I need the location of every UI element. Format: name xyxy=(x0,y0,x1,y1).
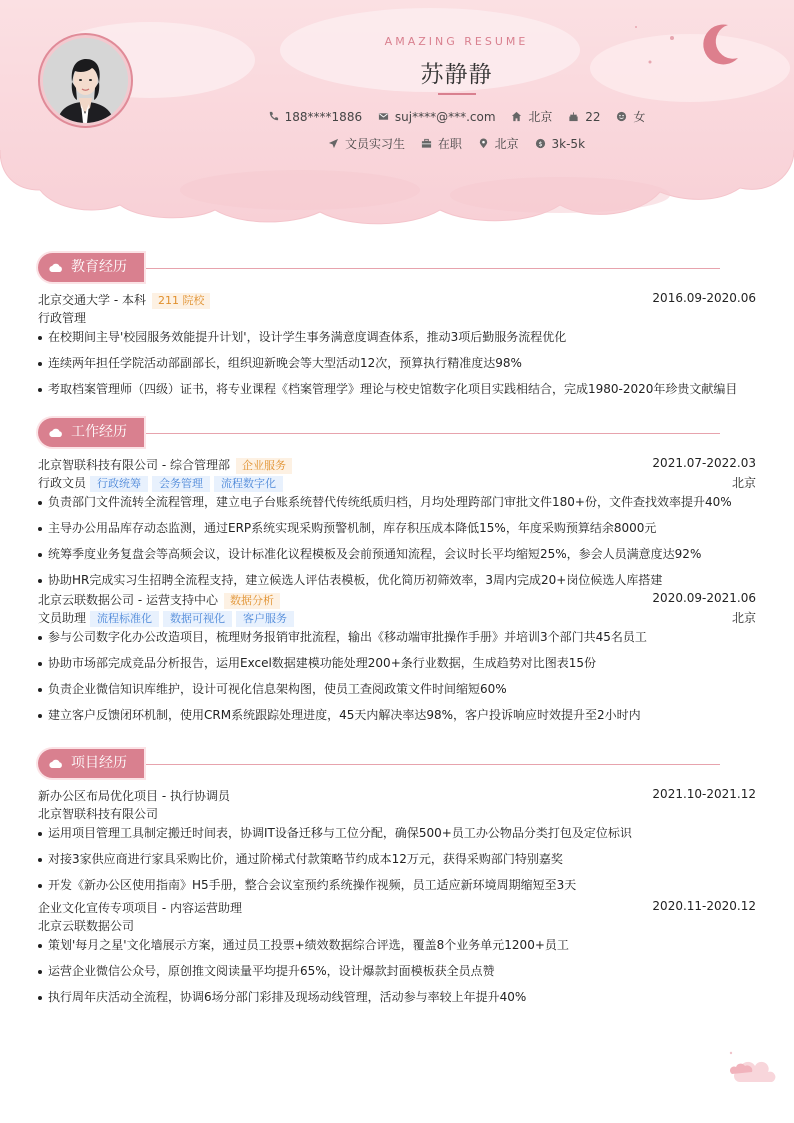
section-title-pill xyxy=(38,253,144,282)
skill-tag: 客户服务 xyxy=(236,611,294,627)
email-text: suj****@***.com xyxy=(394,110,496,124)
position-text: 文员实习生 xyxy=(344,137,405,151)
section-header xyxy=(38,418,756,449)
project-name: 新办公区布局优化项目 - 执行协调员 xyxy=(38,789,230,803)
job-role: 行政文员 xyxy=(38,476,87,490)
education-date: 2016.09-2020.06 xyxy=(652,291,756,305)
section-title: 工作经历 xyxy=(71,424,127,440)
gender-text: 女 xyxy=(633,110,646,124)
list-item: 建立客户反馈闭环机制，使用CRM系统跟踪处理进度，45天内解决率达98%，客户投诉响应时效提升至2小时内 xyxy=(38,707,756,733)
job-city: 北京 xyxy=(731,476,756,490)
skill-tag: 流程数字化 xyxy=(214,476,283,492)
phone-text: 188****1886 xyxy=(284,110,363,124)
list-item: 对接3家供应商进行家具采购比价，通过阶梯式付款策略节约成本12万元，获得采购部门特别嘉奖 xyxy=(38,851,756,877)
list-item: 参与公司数字化办公改造项目，梳理财务报销审批流程，输出《移动端审批操作手册》并培训3个部门共45名员工 xyxy=(38,629,756,655)
home-icon xyxy=(511,111,522,122)
cloud-icon xyxy=(49,758,63,769)
email-item xyxy=(378,110,496,124)
job-role-row xyxy=(38,609,756,627)
svg-text:$: $ xyxy=(537,139,543,148)
position-item xyxy=(328,135,405,152)
target-city-item xyxy=(478,135,519,152)
gender-item xyxy=(616,108,645,125)
list-item: 开发《新办公区使用指南》H5手册，整合会议室预约系统操作视频，员工适应新环境周期缩短至3天 xyxy=(38,877,756,899)
list-item: 统筹季度业务复盘会等高频会议，设计标准化议程模板及会前预通知流程，会议时长平均缩短25%，参会人员满意度达92% xyxy=(38,546,756,572)
resume-tagline: AMAZING RESUME xyxy=(384,35,529,48)
status-item xyxy=(421,135,462,152)
project-org-row xyxy=(38,917,756,935)
list-item: 主导办公用品库存动态监测，通过ERP系统实现采购预警机制，库存积压成本降低15%，年度采购预算结余8000元 xyxy=(38,520,756,546)
skill-tag: 流程标准化 xyxy=(90,611,159,627)
salary-text: 3k-5k xyxy=(551,137,586,151)
briefcase-icon xyxy=(421,138,432,149)
list-item: 连续两年担任学院活动部副部长，组织迎新晚会等大型活动12次，预算执行精准度达98% xyxy=(38,355,756,381)
skill-tag: 行政统筹 xyxy=(90,476,148,492)
project-entry-head xyxy=(38,899,756,917)
decorative-cloud xyxy=(728,1050,784,1086)
project-org-row xyxy=(38,805,756,823)
section-divider xyxy=(146,268,720,269)
section-header xyxy=(38,253,756,284)
list-item: 考取档案管理师（四级）证书，将专业课程《档案管理学》理论与校史馆数字化项目实践相结合，完成1980-2020年珍贵文献编目 xyxy=(38,381,756,407)
job-entry-head xyxy=(38,456,756,474)
section-title-pill xyxy=(38,749,144,778)
company-name: 北京云联数据公司 - 运营支持中心 xyxy=(38,593,218,607)
list-item: 协助市场部完成竞品分析报告，运用Excel数据建模功能处理200+条行业数据，生成趋势对比图表15份 xyxy=(38,655,756,681)
phone-item xyxy=(268,110,362,124)
projects-section xyxy=(38,749,756,1015)
industry-badge: 企业服务 xyxy=(236,458,292,474)
job-role: 文员助理 xyxy=(38,611,87,625)
education-section xyxy=(38,253,756,407)
money-icon xyxy=(535,138,546,149)
cake-icon xyxy=(568,111,579,122)
list-item: 运营企业微信公众号，原创推文阅读量平均提升65%，设计爆款封面模板获全员点赞 xyxy=(38,963,756,989)
send-icon xyxy=(328,138,339,149)
job-role-row xyxy=(38,474,756,492)
job-bullets xyxy=(38,629,756,733)
status-text: 在职 xyxy=(437,137,462,151)
project-org: 北京智联科技有限公司 xyxy=(38,807,159,821)
project-org: 北京云联数据公司 xyxy=(38,919,135,933)
age-text: 22 xyxy=(585,110,601,124)
industry-badge: 数据分析 xyxy=(224,593,280,609)
list-item: 运用项目管理工具制定搬迁时间表，协调IT设备迁移与工位分配，确保500+员工办公物品分类打包及定位标识 xyxy=(38,825,756,851)
section-divider xyxy=(146,433,720,434)
project-name: 企业文化宣传专项项目 - 内容运营助理 xyxy=(38,901,242,915)
section-header xyxy=(38,749,756,780)
project-date: 2020.11-2020.12 xyxy=(652,899,756,913)
section-title: 项目经历 xyxy=(71,755,127,771)
mail-icon xyxy=(378,111,389,122)
section-divider xyxy=(146,764,720,765)
job-date: 2020.09-2021.06 xyxy=(652,591,756,605)
target-city-text: 北京 xyxy=(494,137,519,151)
school-name: 北京交通大学 - 本科 xyxy=(38,293,146,307)
project-date: 2021.10-2021.12 xyxy=(652,787,756,801)
name-underline xyxy=(438,93,476,95)
list-item: 在校期间主导'校园服务效能提升计划'，设计学生事务满意度调查体系，推动3项后勤服务流程优化 xyxy=(38,329,756,355)
contact-row xyxy=(0,108,794,125)
cloud-icon xyxy=(49,427,63,438)
education-bullets xyxy=(38,329,756,407)
section-title: 教育经历 xyxy=(71,259,127,275)
skill-tag: 会务管理 xyxy=(152,476,210,492)
phone-icon xyxy=(268,111,279,122)
job-intent-row xyxy=(0,135,794,152)
project-bullets xyxy=(38,825,756,899)
school-badge: 211 院校 xyxy=(152,293,211,309)
major-row xyxy=(38,309,756,327)
smile-icon xyxy=(616,111,627,122)
job-bullets xyxy=(38,494,756,591)
company-name: 北京智联科技有限公司 - 综合管理部 xyxy=(38,458,230,472)
city-item xyxy=(511,108,552,125)
list-item: 协助HR完成实习生招聘全流程支持，建立候选人评估表模板，优化简历初筛效率，3周内完成20+岗位候选人库搭建 xyxy=(38,572,756,591)
age-item xyxy=(568,110,600,124)
list-item: 执行周年庆活动全流程，协调6场分部门彩排及现场动线管理，活动参与率较上年提升40% xyxy=(38,989,756,1015)
list-item: 策划'每月之星'文化墙展示方案，通过员工投票+绩效数据综合评选，覆盖8个业务单元1200+员工 xyxy=(38,937,756,963)
work-section xyxy=(38,418,756,733)
cloud-icon xyxy=(49,262,63,273)
skill-tag: 数据可视化 xyxy=(163,611,232,627)
job-entry-head xyxy=(38,591,756,609)
salary-item xyxy=(535,137,586,151)
list-item: 负责部门文件流转全流程管理，建立电子台账系统替代传统纸质归档，月均处理跨部门审批文件180+份，文件查找效率提升40% xyxy=(38,494,756,520)
project-entry-head xyxy=(38,787,756,805)
job-city: 北京 xyxy=(731,611,756,625)
job-date: 2021.07-2022.03 xyxy=(652,456,756,470)
candidate-name: 苏静静 xyxy=(420,62,493,88)
city-text: 北京 xyxy=(528,110,553,124)
location-pin-icon xyxy=(478,138,489,149)
education-entry-head xyxy=(38,291,756,309)
section-title-pill xyxy=(38,418,144,447)
list-item: 负责企业微信知识库维护，设计可视化信息架构图，使员工查阅政策文件时间缩短60% xyxy=(38,681,756,707)
major: 行政管理 xyxy=(38,311,87,325)
project-bullets xyxy=(38,937,756,1015)
